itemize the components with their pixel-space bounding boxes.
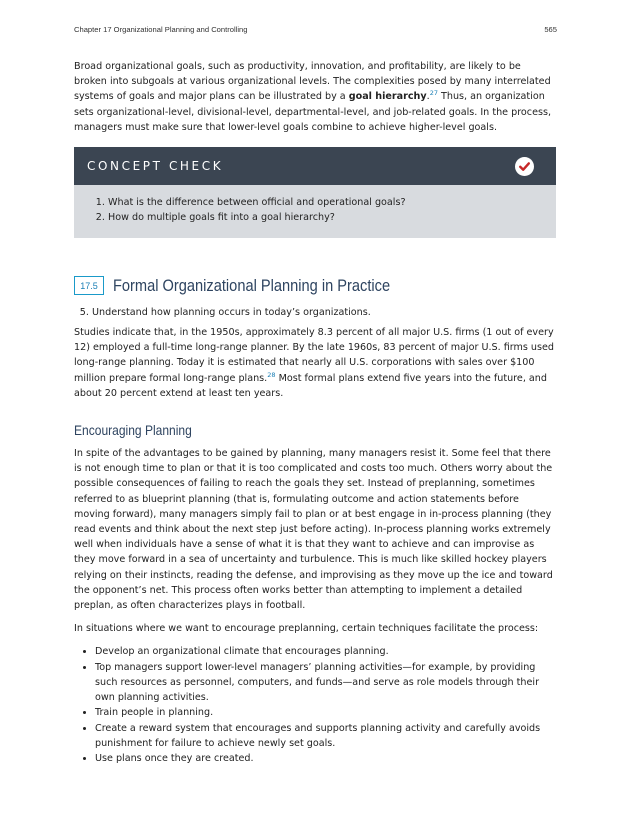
goal-hierarchy-term: goal hierarchy: [348, 91, 427, 103]
intro-period: .: [426, 91, 430, 103]
learning-objective-item: 5. Understand how planning occurs in today’s organizations.: [92, 305, 556, 320]
resistance-paragraph: In spite of the advantages to be gained by planning, many managers resist it. Some feel that there is not enough time to plan or that it is too complicated and costs too much. Others worry about the possible consequences of failing to reach the goals they set. Instead of preplanning, sometimes referred to as blueprint planning (that is, formulating outcome and action statements before moving forward), many managers simply fail to plan or at best engage in in-process planning (they read events and think about the next step just before acting). In-process planning works extremely well when individuals have a sense of what it is that they want to achieve and can improvise as they move forward in a sea of uncertainty and turbulence. This is much like skilled hockey players relying on their instincts, reading the defense, and improvising as they move up the ice and toward the opponent’s net. This process often works better than attempting to implement a detailed preplan, as often characterizes plays in football.: [74, 448, 553, 612]
intro-text-before: Broad organizational goals, such as productivity, innovation, and profitability, are likely to be broken into subgoals at various organizational levels. The complexities posed by many interrelated systems of goals and major plans can be illustrated by a: [74, 61, 551, 103]
section-heading: [74, 276, 556, 296]
running-header-chapter: Chapter 17 Organizational Planning and Controlling: [74, 25, 248, 34]
learning-objective: [74, 305, 556, 320]
concept-question: 2. How do multiple goals fit into a goal hierarchy?: [108, 210, 540, 225]
concept-check-body: [74, 185, 556, 238]
concept-check-box: [74, 147, 556, 238]
subsection-title: Encouraging Planning: [74, 422, 192, 439]
planning-studies-paragraph: [74, 325, 556, 401]
studies-text-before: Studies indicate that, in the 1950s, approximately 8.3 percent of all major U.S. firms (1 out of every 12) employed a full-time long-range planner. By the late 1960s, 83 percent of major U.S. firms used long-range planning. Today it is estimated that nearly all U.S. corporations with sales over $100 million prepare formal long-range plans.: [74, 327, 554, 384]
concept-check-title: CONCEPT CHECK: [87, 159, 224, 174]
section-title: Formal Organizational Planning in Practice: [113, 275, 391, 295]
list-item: • Top managers support lower-level managers’ planning activities—for example, by providing such resources as personnel, computers, and funds—and serve as role models through their own planning activities.: [95, 660, 556, 706]
preplanning-intro-paragraph: In situations where we want to encourage preplanning, certain techniques facilitate the process:: [74, 623, 539, 635]
techniques-list: [74, 644, 556, 766]
list-item: • Develop an organizational climate that encourages planning.: [95, 644, 556, 659]
list-item: • Use plans once they are created.: [95, 751, 556, 766]
section-number-badge: 17.5: [74, 276, 104, 295]
concept-check-header: [74, 147, 556, 185]
intro-paragraph: [74, 59, 556, 135]
page-number: 565: [544, 25, 557, 34]
studies-text-after: Most formal plans extend five years into the future, and about 20 percent extend at least ten years.: [74, 372, 547, 399]
footnote-28-link[interactable]: 28: [267, 370, 276, 379]
footnote-27-link[interactable]: 27: [429, 89, 438, 98]
page-content: [74, 59, 556, 766]
concept-check-questions: [90, 195, 540, 226]
list-item: • Create a reward system that encourages and supports planning activity and carefully avoids punishment for failure to achieve newly set goals.: [95, 721, 556, 751]
concept-question: 1. What is the difference between official and operational goals?: [108, 195, 540, 210]
intro-text-after: Thus, an organization sets organizational-level, divisional-level, departmental-level, and job-related goals. In the process, managers must make sure that lower-level goals combine to achieve higher-level goals.: [74, 91, 552, 133]
checkmark-icon: [515, 157, 534, 176]
list-item: • Train people in planning.: [95, 705, 556, 720]
